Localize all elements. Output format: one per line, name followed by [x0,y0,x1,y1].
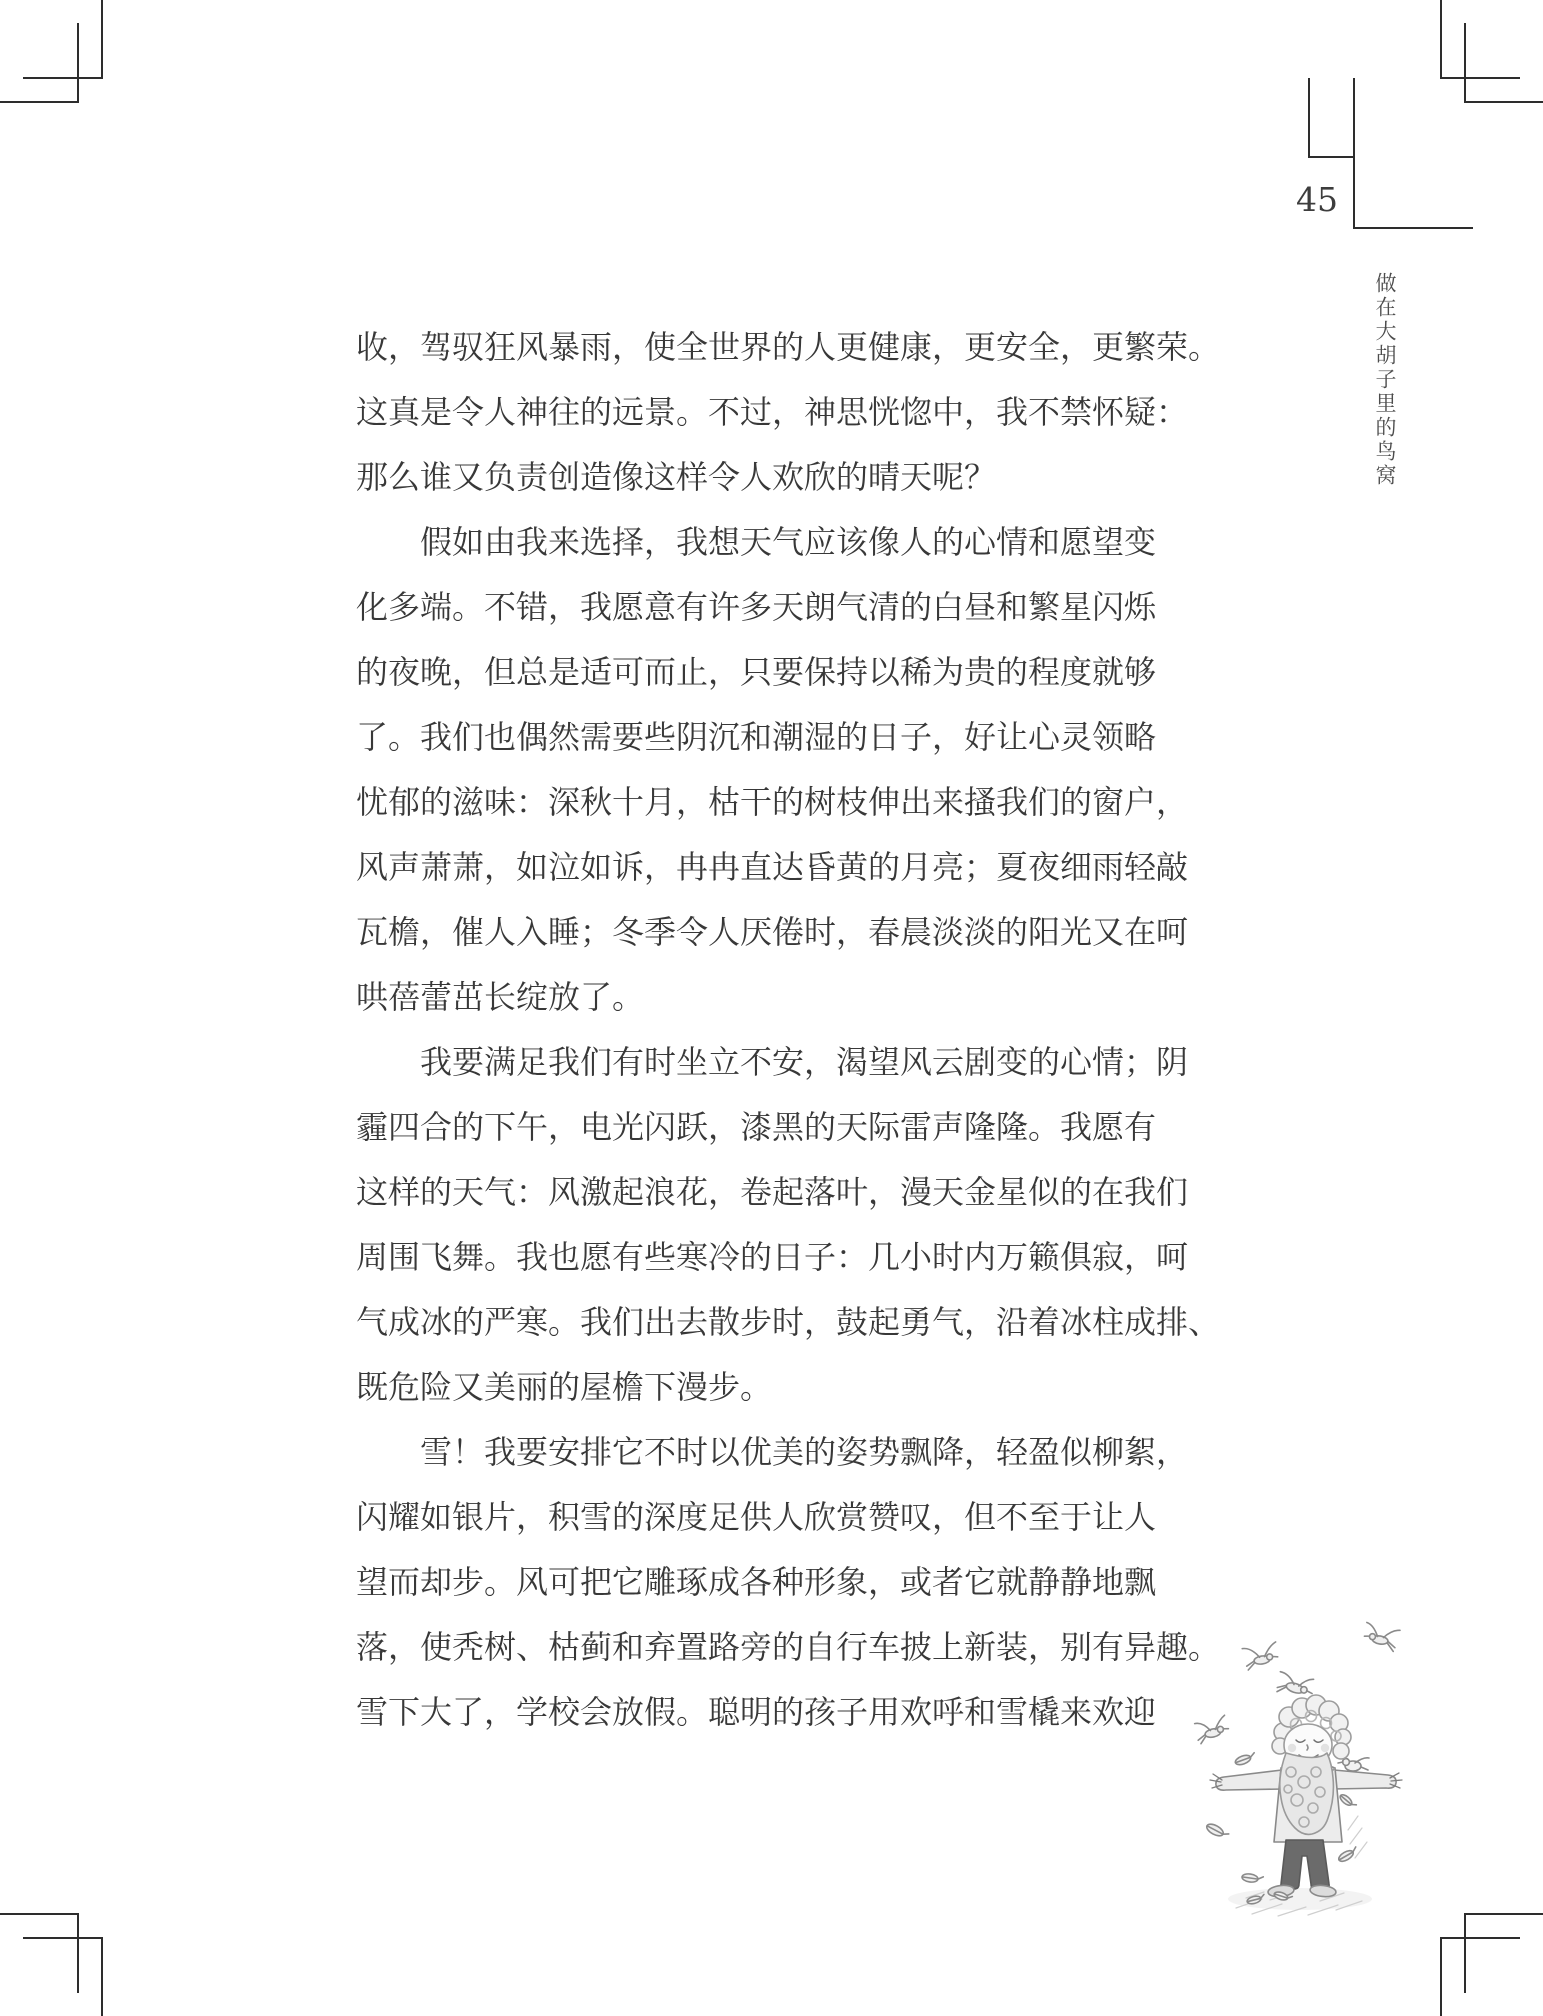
body-line: 我要满足我们有时坐立不安，渴望风云剧变的心情；阴 [420,1044,1189,1080]
corner-mark-bottom-left [0,1914,102,2016]
body-line: 瓦檐，催人入睡；冬季令人厌倦时，春晨淡淡的阳光又在呵 [356,914,1189,950]
body-line: 忧郁的滋味：深秋十月，枯干的树枝伸出来搔我们的窗户， [356,784,1189,820]
book-title-vertical: 做在大胡子里的鸟窝 [1373,272,1396,488]
body-line: 雪！我要安排它不时以优美的姿势飘降，轻盈似柳絮， [420,1434,1189,1470]
body-line: 气成冰的严寒。我们出去散步时，鼓起勇气，沿着冰柱成排、 [356,1304,1221,1340]
leaf-icon [1242,1873,1264,1884]
body-line: 雪下大了，学校会放假。聪明的孩子用欢呼和雪橇来欢迎 [356,1694,1157,1730]
body-line: 这样的天气：风激起浪花，卷起落叶，漫天金星似的在我们 [356,1174,1189,1210]
body-line: 假如由我来选择，我想天气应该像人的心情和愿望变 [420,524,1157,560]
body-line: 周围飞舞。我也愿有些寒冷的日子：几小时内万籁俱寂，呵 [356,1239,1189,1275]
leaf-icon [1337,1846,1359,1863]
corner-mark-top-right [1441,0,1543,102]
body-line: 那么谁又负责创造像这样令人欢欣的晴天呢？ [356,459,997,495]
body-line: 化多端。不错，我愿意有许多天朗气清的白昼和繁星闪烁 [356,589,1157,625]
body-line: 闪耀如银片，积雪的深度足供人欣赏赞叹，但不至于让人 [356,1499,1157,1535]
body-line: 望而却步。风可把它雕琢成各种形象，或者它就静静地飘 [356,1564,1157,1600]
body-line: 了。我们也偶然需要些阴沉和潮湿的日子，好让心灵领略 [356,719,1157,755]
leaf-icon [1205,1822,1230,1841]
corner-mark-top-left [0,0,102,102]
page-number: 45 [1296,180,1338,219]
body-line: 这真是令人神往的远景。不过，神思恍惚中，我不禁怀疑： [356,394,1189,430]
leaf-icon [1234,1752,1256,1767]
body-line: 的夜晚，但总是适可而止，只要保持以稀为贵的程度就够 [356,654,1157,690]
body-line: 收，驾驭狂风暴雨，使全世界的人更健康，更安全，更繁荣。 [356,329,1221,365]
body-line: 落，使秃树、枯蓟和弃置路旁的自行车披上新装，别有异趣。 [356,1629,1221,1665]
bird-icon [1194,1715,1230,1744]
body-line: 既危险又美丽的屋檐下漫步。 [356,1369,773,1405]
body-line: 霾四合的下午，电光闪跃，漆黑的天际雷声隆隆。我愿有 [356,1109,1157,1145]
body-line: 风声萧萧，如泣如诉，冉冉直达昏黄的月亮；夏夜细雨轻敲 [356,849,1189,885]
body-text [356,315,1224,1745]
bearded-man-illustration [1150,1612,1440,1942]
leaf-icon [1338,1793,1356,1810]
bird-icon [1363,1622,1401,1652]
corner-mark-bottom-right [1441,1914,1543,2016]
bird-icon [1242,1642,1279,1670]
bearded-man [1210,1695,1402,1898]
body-line: 哄蓓蕾茁长绽放了。 [356,979,645,1015]
